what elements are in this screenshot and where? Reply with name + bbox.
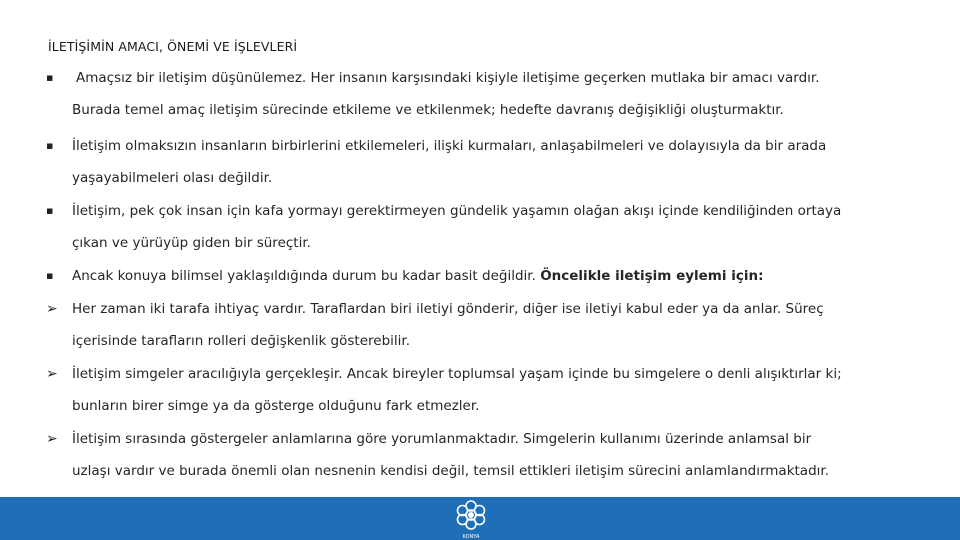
list-item-line: Burada temel amaç iletişim sürecinde etkileme ve etkilenmek; hedefte davranış değişikliği oluşturmaktır. (72, 102, 784, 118)
list-item-line: bunların birer simge ya da gösterge olduğunu fark etmezler. (72, 398, 480, 414)
arrow-bullet-icon: ➢ (46, 301, 58, 317)
list-item-text: Ancak konuya bilimsel yaklaşıldığında durum bu kadar basit değildir. (72, 268, 541, 284)
list-item-line (72, 260, 922, 292)
list-item-bold-text: Öncelikle iletişim eylemi için: (540, 268, 764, 284)
list-item-line: yaşayabilmeleri olası değildir. (72, 170, 273, 186)
arrow-bullet-icon: ➢ (46, 366, 58, 382)
list-item-line: uzlaşı vardır ve burada önemli olan nesnenin kendisi değil, temsil ettikleri iletişim sürecini anlamlandırmaktadır. (72, 463, 830, 479)
list-item-line: İletişim sırasında göstergeler anlamlarına göre yorumlanmaktadır. Simgelerin kullanımı üzerinde anlamsal bir (72, 431, 812, 447)
list-item-line: İletişim, pek çok insan için kafa yormayı gerektirmeyen gündelik yaşamın olağan akışı içinde kendiliğinden ortaya (72, 203, 842, 219)
list-item-line: içerisinde tarafların rolleri değişkenlik gösterebilir. (72, 333, 410, 349)
list-item-line: İletişim simgeler aracılığıyla gerçekleşir. Ancak bireyler toplumsal yaşam içinde bu simgelere o denli alışıktırlar ki; (72, 366, 842, 382)
square-bullet-icon: ▪ (46, 139, 54, 152)
list-item-line: çıkan ve yürüyüp giden bir süreçtir. (72, 235, 311, 251)
logo-text: KONYA (462, 534, 480, 540)
slide-title: İLETİŞİMİN AMACI, ÖNEMİ VE İŞLEVLERİ (48, 39, 298, 54)
list-item-line: Amaçsız bir iletişim düşünülemez. Her insanın karşısındaki kişiyle iletişime geçerken mutlaka bir amacı vardır. (76, 70, 820, 86)
arrow-bullet-icon: ➢ (46, 431, 58, 447)
list-item-line: Her zaman iki tarafa ihtiyaç vardır. Taraflardan biri iletiyi gönderir, diğer ise iletiyi kabul eder ya da anlar. Süreç (72, 301, 824, 317)
square-bullet-icon: ▪ (46, 71, 54, 84)
list-item-line: İletişim olmaksızın insanların birbirlerini etkilemeleri, ilişki kurmaları, anlaşabilmeleri ve dolayısıyla da bir arada (72, 138, 827, 154)
university-logo-icon (448, 497, 494, 540)
square-bullet-icon: ▪ (46, 204, 54, 217)
square-bullet-icon: ▪ (46, 269, 54, 282)
